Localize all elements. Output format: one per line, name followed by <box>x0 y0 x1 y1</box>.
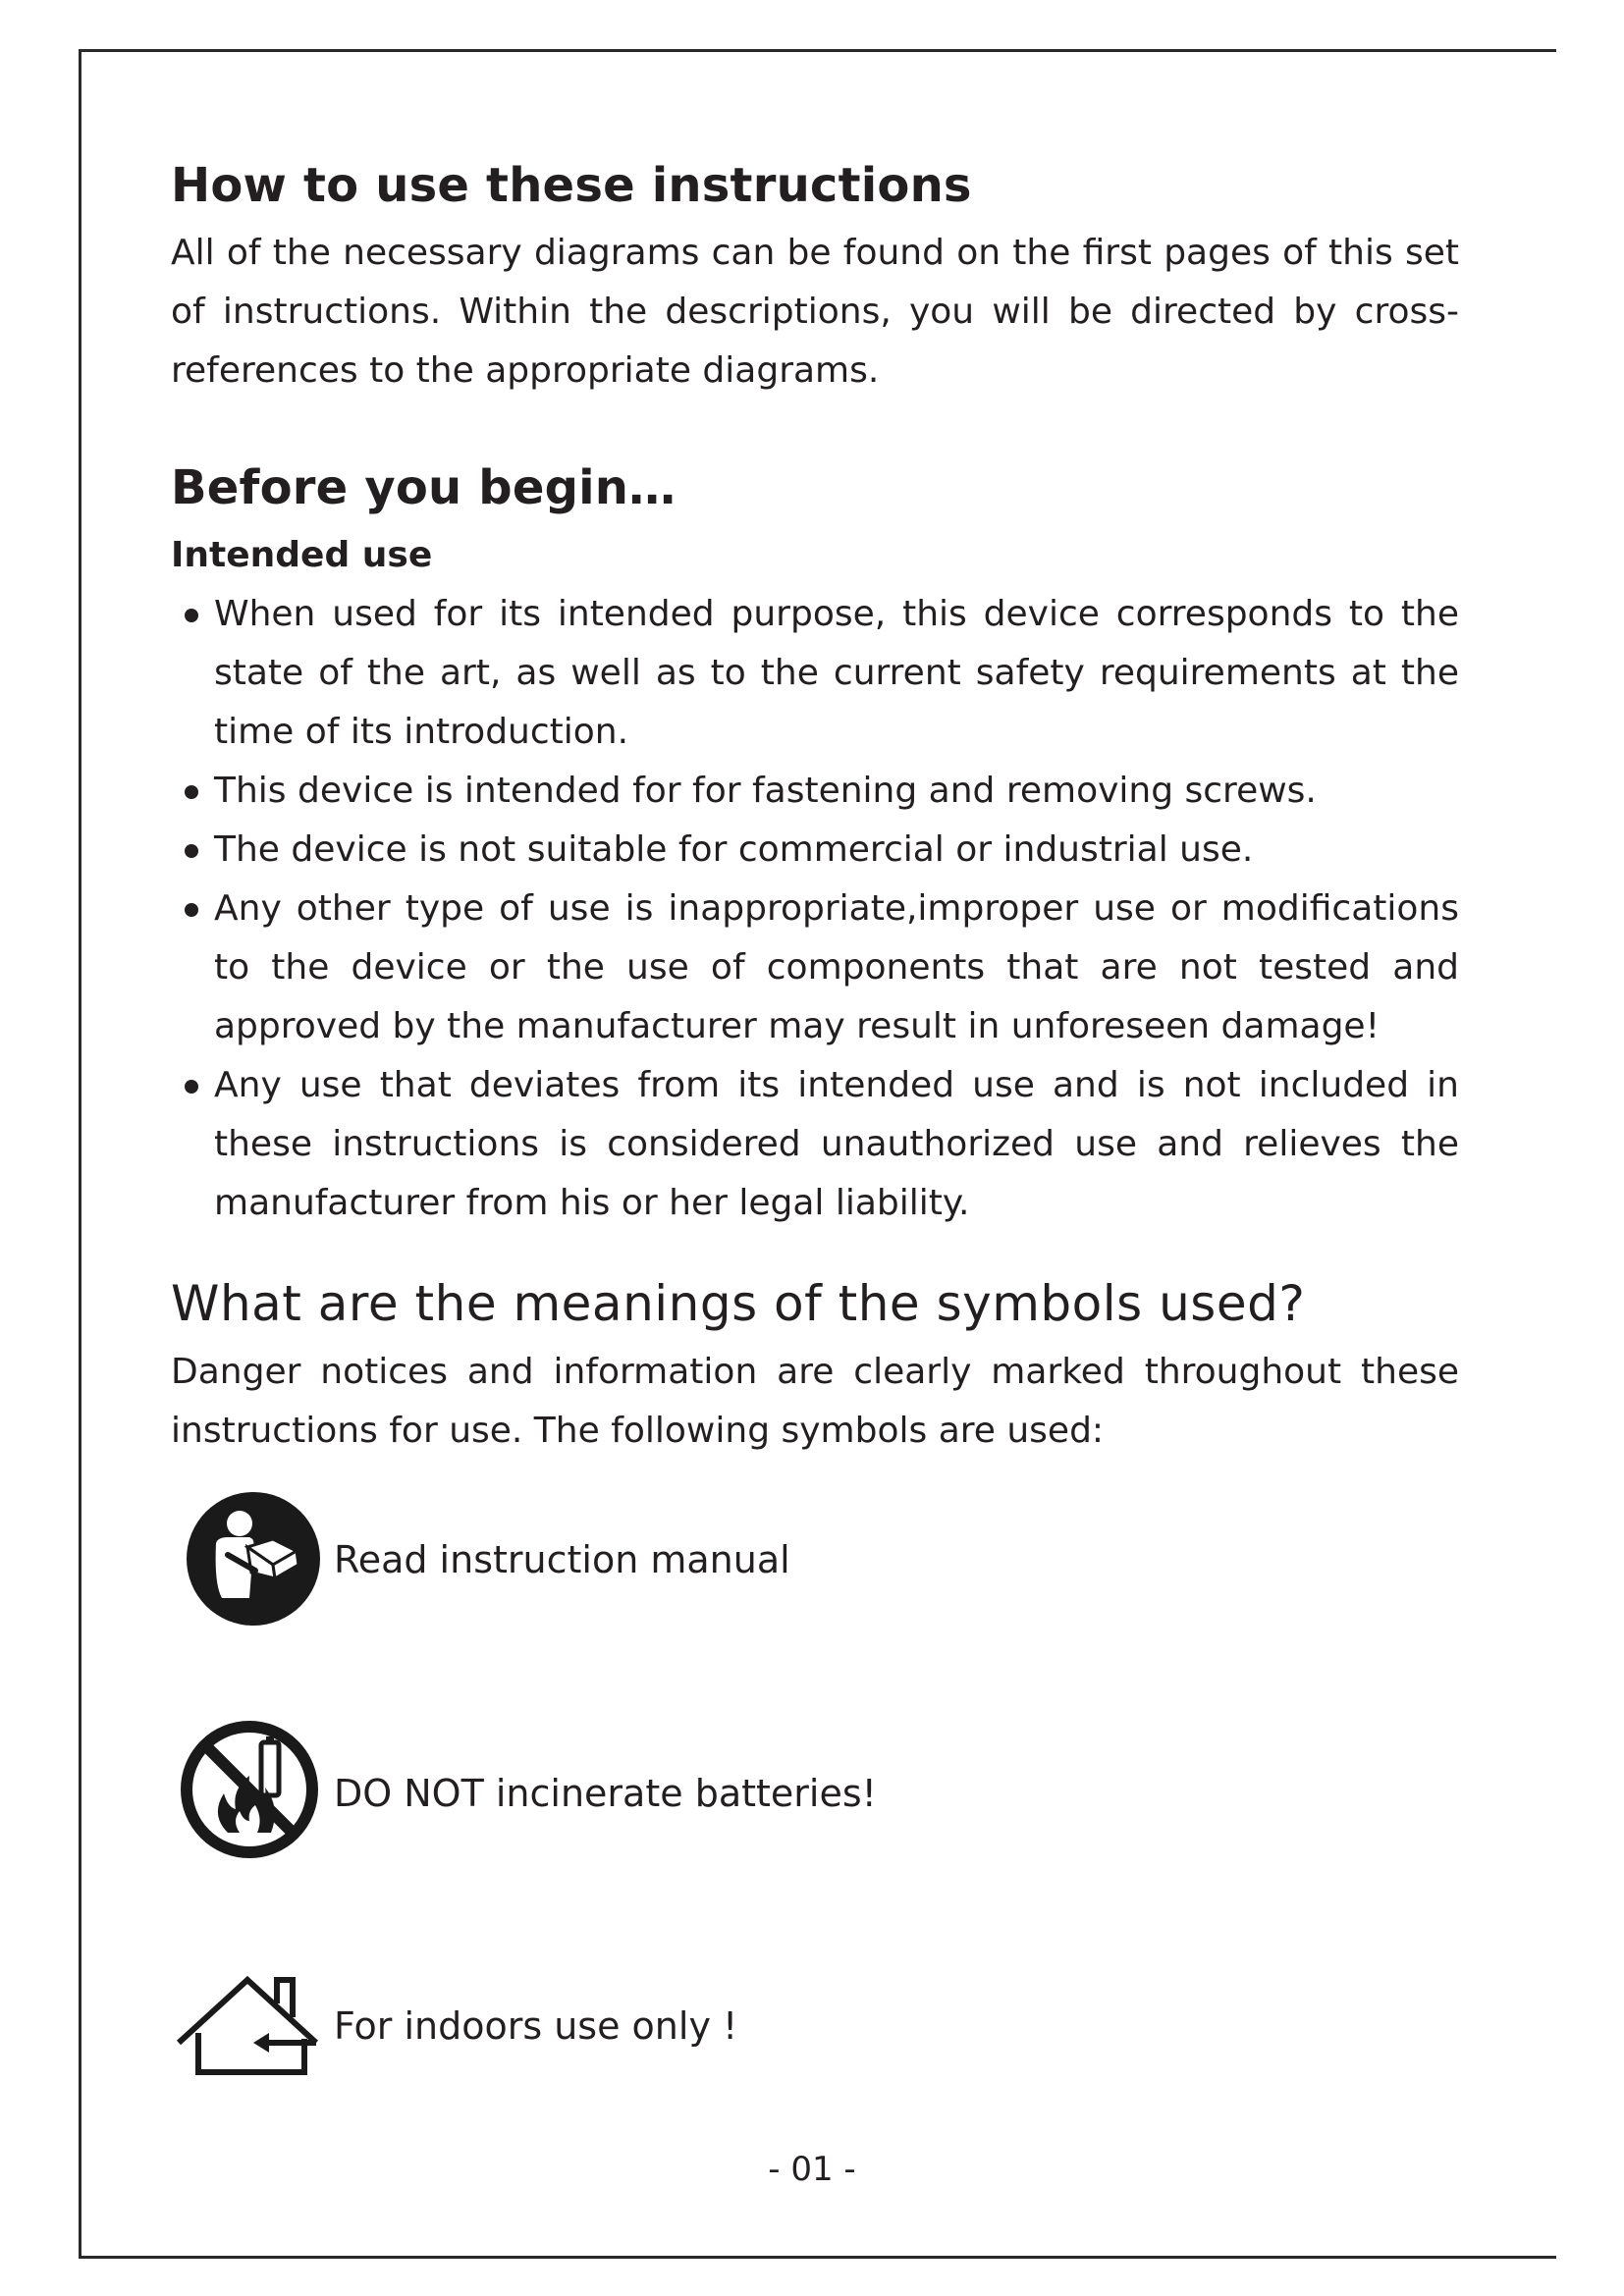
symbol-row-read-manual <box>171 1482 1447 1629</box>
symbols-intro-paragraph: Danger notices and information are clearly marked throughout these instructions for use. The following symbols are used: <box>171 1352 1459 1451</box>
symbol-row-no-incinerate <box>171 1713 1447 1860</box>
list-item <box>171 585 1459 762</box>
list-item <box>171 762 1459 821</box>
intended-use-subheading: Intended use <box>171 535 433 575</box>
bullet-dot-icon <box>185 844 198 858</box>
read-manual-icon <box>171 1482 324 1635</box>
list-item-text: Any use that deviates from its intended use and is not included in these instructions is considered unauthorized use and relieves the manufacturer from his or her legal liability. <box>214 1065 1459 1223</box>
symbol-row-indoor-use <box>171 1966 1447 2113</box>
before-you-begin-heading: Before you begin… <box>171 460 677 515</box>
page-content <box>171 147 1459 1461</box>
page-number: - 01 - <box>768 2150 856 2189</box>
how-to-use-paragraph: All of the necessary diagrams can be found on the first pages of this set of instructions. Within the descriptions, you will be directed by cross-references to the appropriate diagrams. <box>171 233 1459 391</box>
list-item <box>171 880 1459 1056</box>
bullet-dot-icon <box>185 1080 198 1094</box>
list-item-text: This device is intended for for fastening and removing screws. <box>214 771 1317 811</box>
indoor-use-icon <box>171 1966 324 2119</box>
how-to-use-section <box>171 147 1459 400</box>
page-frame-top-border <box>79 49 1556 52</box>
before-you-begin-section <box>171 450 1459 1233</box>
page-frame-bottom-border <box>79 2256 1556 2259</box>
bullet-dot-icon <box>185 903 198 917</box>
list-item-text: The device is not suitable for commercial or industrial use. <box>214 829 1254 870</box>
symbols-section <box>171 1264 1459 1461</box>
how-to-use-heading: How to use these instructions <box>171 158 972 213</box>
bullet-dot-icon <box>185 785 198 799</box>
bullet-dot-icon <box>185 609 198 622</box>
no-incinerate-battery-icon <box>171 1713 324 1866</box>
page-frame-left-border <box>79 49 81 2259</box>
symbols-heading: What are the meanings of the symbols used? <box>171 1275 1306 1332</box>
list-item <box>171 821 1459 880</box>
list-item-text: When used for its intended purpose, this device corresponds to the state of the art, as well as to the current safety requirements at the time of its introduction. <box>214 594 1459 752</box>
list-item <box>171 1056 1459 1233</box>
symbol-label: For indoors use only ! <box>334 2004 738 2048</box>
symbol-label: Read instruction manual <box>334 1538 790 1581</box>
list-item-text: Any other type of use is inappropriate,improper use or modifications to the device or the use of components that are not tested and approved by the manufacturer may result in unforeseen damage! <box>214 888 1459 1046</box>
symbol-label: DO NOT incinerate batteries! <box>334 1772 877 1815</box>
intended-use-list <box>171 585 1459 1233</box>
